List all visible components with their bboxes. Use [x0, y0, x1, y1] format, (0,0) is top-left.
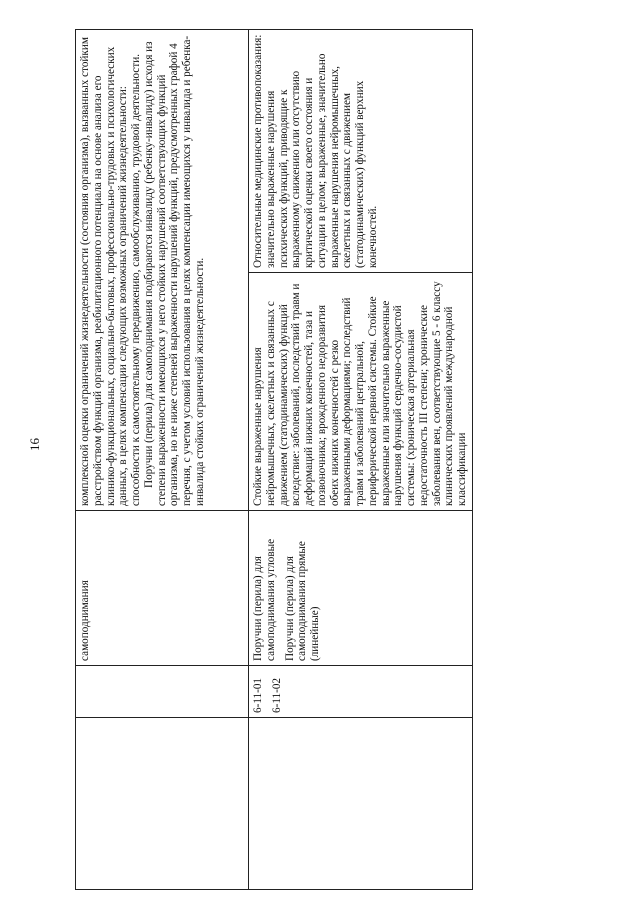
empty-cell	[249, 718, 473, 890]
codes-cell	[249, 666, 473, 718]
names-cell	[249, 511, 473, 666]
category-cell	[76, 511, 249, 666]
description-paragraph-2: Поручни (перила) для самоподнимания подбираются инвалиду (ребенку-инвалиду) исходя из степени выраженности имеющихся у него стойких нарушений соответствующих функций организма, но не ниже степеней выраженности нарушений функций, предусмотренных графой 4 перечня, с учетом условий использования в целях компенсации имеющихся у инвалида и ребенка-инвалида стойких ограничений жизнедеятельности.	[142, 35, 206, 506]
page-number: 16	[27, 438, 42, 451]
item-name-2: Поручни (перила) для самоподнимания прямые (линейные)	[283, 541, 322, 661]
item-code-2: 6-11-02	[270, 677, 283, 713]
item-code-1: 6-11-01	[252, 677, 264, 713]
category-text: самоподнимания	[79, 580, 91, 661]
indications-text: Стойкие выраженные нарушения нейромышечных, скелетных и связанных с движением (статодинамических) функций вследствие: заболеваний, последствий травм и деформаций нижних конечностей, таза и позвоночника; врожденного недоразвития обеих нижних конечностей с резко выраженными деформациями; последствий травм и заболеваний центральной, периферической нервной системы. Стойкие выраженные или значительно выраженные нарушения функций сердечно-сосудистой системы: (хроническая артериальная недостаточность III степени; хронические заболевания вен, соответствующие 5 - 6 классу клинических проявлений международной классификации	[252, 281, 469, 506]
empty-cell	[76, 666, 249, 718]
description-paragraph-1: комплексной оценки ограничений жизнедеятельности (состояния организма), вызванных стойким расстройством функций организма, реабилитационного потенциала на основе анализа его клинико-функциональных, социально-бытовых, профессионально-трудовых и психологических данных, в целях компенсации следующих возможных ограничений жизнедеятельности: способности к самостоятельному передвижению, самообслуживанию, трудовой деятельности.	[79, 37, 143, 506]
empty-cell	[76, 718, 249, 890]
contraindications-text: Относительные медицинские противопоказания: значительно выраженные нарушения психических функций, приводящие к выраженному снижению или отсутствию критической оценки своего состояния и ситуации в целом; выраженные, значительно выраженные нарушения нейромышечных, скелетных и связанных с движением (статодинамических) функций верхних конечностей.	[252, 34, 379, 268]
table-row-description	[76, 29, 249, 889]
table-row-items	[249, 29, 473, 889]
rotated-table-container	[75, 30, 469, 890]
item-name-1: Поручни (перила) для самоподнимания угловые	[252, 538, 277, 661]
contraindications-cell	[249, 29, 473, 272]
medical-devices-table	[75, 29, 473, 890]
indications-cell	[249, 273, 473, 511]
description-cell	[76, 29, 249, 510]
